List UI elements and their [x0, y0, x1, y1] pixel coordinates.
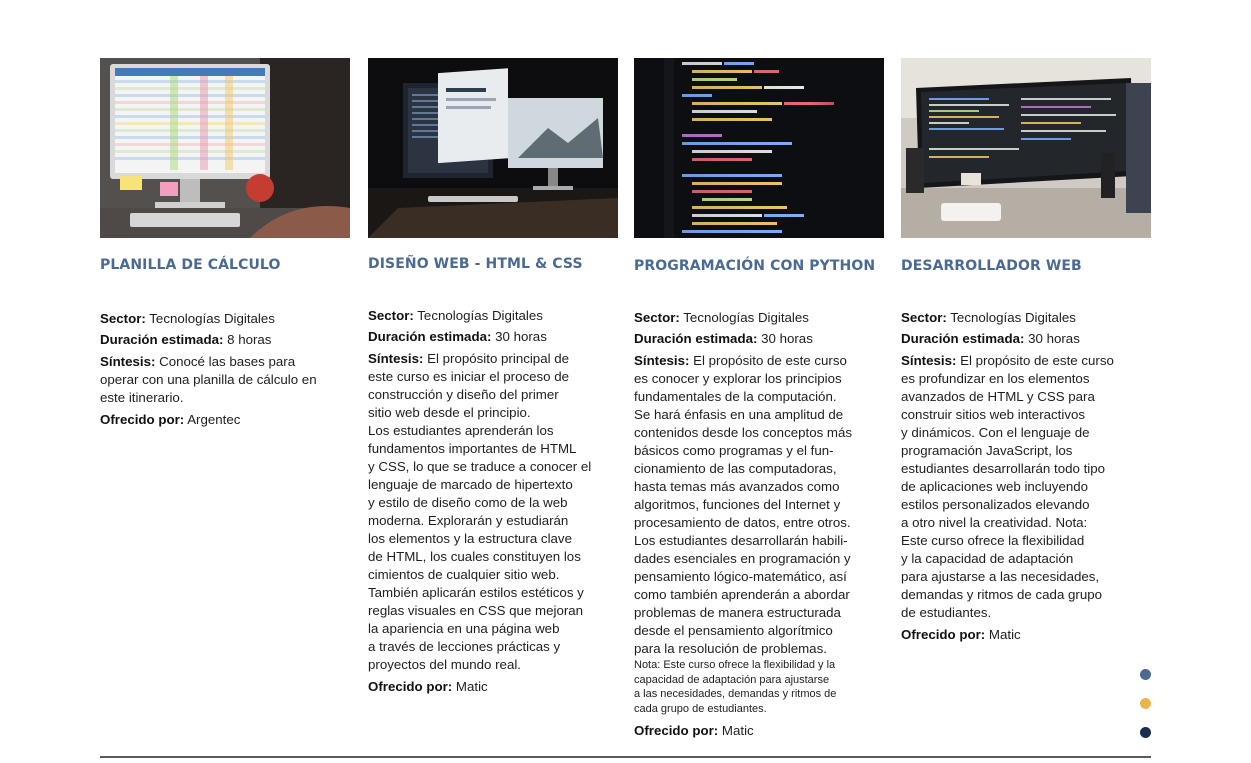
synthesis-label: Síntesis: — [634, 353, 690, 368]
synthesis-line: de estudiantes. — [901, 605, 992, 620]
synthesis-line: construcción y diseño del primer — [368, 387, 559, 402]
synthesis-line: para la resolución de problemas. — [634, 641, 827, 656]
offered-label: Ofrecido por: — [368, 679, 453, 694]
duration-label: Duración estimada: — [901, 331, 1025, 346]
decor-dot-yellow — [1140, 698, 1151, 709]
synthesis — [901, 352, 1151, 622]
sector-label: Sector: — [634, 310, 680, 325]
synthesis-line: a otro nivel la creatividad. Nota: — [901, 515, 1088, 530]
synthesis-line: a través de lecciones prácticas y — [368, 639, 561, 654]
sector-row — [901, 309, 1151, 327]
synthesis-line: algoritmos, funciones del Internet y — [634, 497, 841, 512]
offered-value: Matic — [455, 679, 488, 694]
course-card-web-developer — [901, 58, 1151, 644]
synthesis-line: desde el pensamiento algorítmico — [634, 623, 833, 638]
synthesis-line: la apariencia en una página web — [368, 621, 560, 636]
sector-value: Tecnologías Digitales — [950, 310, 1076, 325]
sector-row — [100, 310, 350, 328]
synthesis — [634, 352, 884, 658]
duration-value: 30 horas — [495, 329, 547, 344]
offered-label: Ofrecido por: — [901, 627, 986, 642]
decor-dot-blue — [1140, 669, 1151, 680]
synthesis-line: estudiantes desarrollarán todo tipo — [901, 461, 1106, 476]
offered-value: Matic — [988, 627, 1021, 642]
offered-row — [368, 678, 618, 696]
sector-label: Sector: — [368, 308, 414, 323]
synthesis-line: este itinerario. — [100, 390, 184, 405]
duration-row — [901, 330, 1151, 348]
sector-row — [368, 307, 618, 325]
note-line: a las necesidades, demandas y ritmos de — [634, 688, 837, 700]
synthesis-line: los elementos y la estructura clave — [368, 531, 572, 546]
course-card-python — [634, 58, 884, 740]
duration-label: Duración estimada: — [100, 332, 224, 347]
synthesis-line: reglas visuales en CSS que mejoran — [368, 603, 584, 618]
synthesis-line: de HTML, los cuales constituyen los — [368, 549, 581, 564]
synthesis-line: operar con una planilla de cálculo en — [100, 372, 317, 387]
synthesis-line: para ajustarse a las necesidades, — [901, 569, 1100, 584]
synthesis-line: pensamiento lógico-matemático, así — [634, 569, 847, 584]
duration-label: Duración estimada: — [634, 331, 758, 346]
synthesis-line: fundamentales de la computación. — [634, 389, 837, 404]
synthesis-line: básicos como programas y el fun- — [634, 443, 834, 458]
course-card-spreadsheet — [100, 58, 350, 429]
synthesis-line: este curso es iniciar el proceso de — [368, 369, 570, 384]
course-title: DISEÑO WEB - HTML & CSS — [368, 256, 583, 272]
course-title: PLANILLA DE CÁLCULO — [100, 257, 281, 273]
synthesis-line: y dinámicos. Con el lenguaje de — [901, 425, 1090, 440]
note-line: cada grupo de estudiantes. — [634, 702, 767, 715]
course-title: DESARROLLADOR WEB — [901, 258, 1082, 274]
offered-value: Matic — [721, 723, 754, 738]
decor-dot-navy — [1140, 727, 1151, 738]
synthesis-line: hasta temas más avanzados como — [634, 479, 840, 494]
synthesis-line: moderna. Explorarán y estudiarán — [368, 513, 569, 528]
course-card-web-design — [368, 58, 618, 696]
duration-value: 8 horas — [227, 332, 272, 347]
synthesis-line: Los estudiantes aprenderán los — [368, 423, 554, 438]
synthesis-line: como también aprenderán a abordar — [634, 587, 850, 602]
synthesis — [368, 350, 618, 674]
synthesis-line: construir sitios web interactivos — [901, 407, 1086, 422]
offered-row — [634, 722, 884, 740]
synthesis-line: proyectos del mundo real. — [368, 657, 521, 672]
synthesis-line: y CSS, lo que se traduce a conocer el — [368, 459, 592, 474]
sector-value: Tecnologías Digitales — [149, 311, 275, 326]
synthesis-label: Síntesis: — [368, 351, 424, 366]
sector-label: Sector: — [100, 311, 146, 326]
sector-row — [634, 309, 884, 327]
synthesis-line: fundamentos importantes de HTML — [368, 441, 577, 456]
synthesis — [100, 353, 350, 407]
synthesis-line: El propósito de este curso — [693, 353, 847, 368]
note-line: Nota: Este curso ofrece la flexibilidad y la — [634, 659, 836, 671]
synthesis-line: Conocé las bases para — [159, 354, 296, 369]
duration-value: 30 horas — [1028, 331, 1080, 346]
synthesis-line: y estilo de diseño como de la web — [368, 495, 568, 510]
synthesis-line: El propósito principal de — [427, 351, 570, 366]
synthesis-line: El propósito de este curso — [960, 353, 1114, 368]
sector-value: Tecnologías Digitales — [683, 310, 809, 325]
synthesis-line: es profundizar en los elementos — [901, 371, 1090, 386]
synthesis-line: demandas y ritmos de cada grupo — [901, 587, 1103, 602]
synthesis-line: y la capacidad de adaptación — [901, 551, 1074, 566]
synthesis-line: También aplicarán estilos estéticos y — [368, 585, 584, 600]
course-note — [634, 658, 884, 716]
synthesis-line: sitio web desde el principio. — [368, 405, 531, 420]
synthesis-line: de aplicaciones web incluyendo — [901, 479, 1089, 494]
developer-monitor-photo — [901, 58, 1151, 238]
synthesis-label: Síntesis: — [100, 354, 156, 369]
duration-row — [368, 328, 618, 346]
synthesis-line: Este curso ofrece la flexibilidad — [901, 533, 1085, 548]
python-code-screen-photo — [634, 58, 884, 238]
web-design-desk-photo — [368, 58, 618, 238]
synthesis-line: cionamiento de las computadoras, — [634, 461, 837, 476]
synthesis-label: Síntesis: — [901, 353, 957, 368]
duration-label: Duración estimada: — [368, 329, 492, 344]
sector-label: Sector: — [901, 310, 947, 325]
synthesis-line: problemas de manera estructurada — [634, 605, 841, 620]
course-info — [368, 307, 618, 696]
synthesis-line: lenguaje de marcado de hipertexto — [368, 477, 573, 492]
spreadsheet-monitor-photo — [100, 58, 350, 238]
synthesis-line: estilos personalizados elevando — [901, 497, 1090, 512]
note-line: capacidad de adaptación para ajustarse — [634, 673, 830, 686]
sector-value: Tecnologías Digitales — [417, 308, 543, 323]
course-info — [901, 309, 1151, 644]
duration-row — [100, 331, 350, 349]
duration-row — [634, 330, 884, 348]
synthesis-line: procesamiento de datos, entre otros. — [634, 515, 851, 530]
course-title: PROGRAMACIÓN CON PYTHON — [634, 258, 876, 274]
synthesis-line: cimientos de cualquier sitio web. — [368, 567, 560, 582]
synthesis-line: Los estudiantes desarrollarán habili- — [634, 533, 848, 548]
offered-row — [100, 411, 350, 429]
duration-value: 30 horas — [761, 331, 813, 346]
course-info — [634, 309, 884, 740]
synthesis-line: dades esenciales en programación y — [634, 551, 851, 566]
course-info — [100, 310, 350, 429]
offered-row — [901, 626, 1151, 644]
offered-label: Ofrecido por: — [100, 412, 185, 427]
bottom-divider — [100, 756, 1151, 758]
offered-label: Ofrecido por: — [634, 723, 719, 738]
synthesis-line: avanzados de HTML y CSS para — [901, 389, 1095, 404]
offered-value: Argentec — [187, 412, 241, 427]
synthesis-line: es conocer y explorar los principios — [634, 371, 842, 386]
synthesis-line: Se hará énfasis en una amplitud de — [634, 407, 844, 422]
synthesis-line: contenidos desde los conceptos más — [634, 425, 853, 440]
synthesis-line: programación JavaScript, los — [901, 443, 1073, 458]
